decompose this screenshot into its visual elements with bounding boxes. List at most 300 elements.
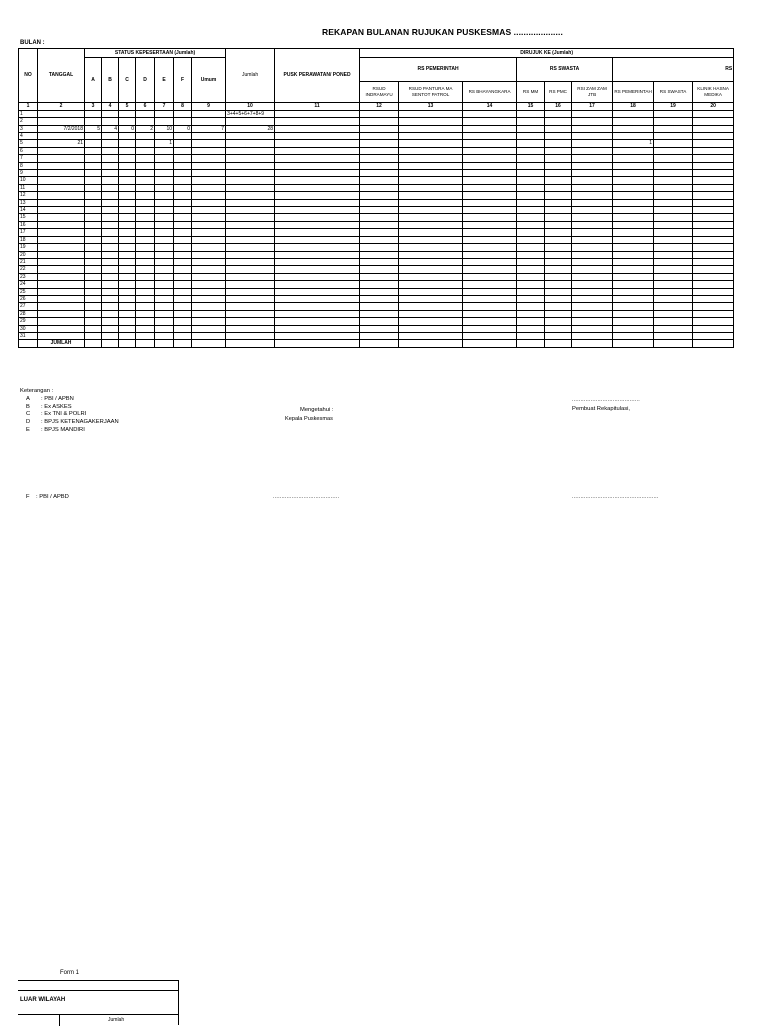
cell-klinik [693, 318, 734, 325]
cell-klinik [693, 177, 734, 184]
cell-rs-swasta-small [654, 214, 693, 221]
cell-rsud-pantura [399, 147, 463, 154]
cell-e [155, 251, 174, 258]
cell-rsud-indramayu [360, 140, 399, 147]
cell-b [102, 229, 119, 236]
col-number: 8 [174, 103, 192, 111]
cell-rsud-pantura [399, 177, 463, 184]
cell-pusk [275, 332, 360, 339]
cell-rsi-zam-zam [572, 236, 613, 243]
legend-key: B [26, 403, 30, 410]
cell-a [85, 221, 102, 228]
cell-a [85, 199, 102, 206]
cell-tanggal [38, 310, 85, 317]
cell-jumlah [226, 229, 275, 236]
cell-klinik [693, 147, 734, 154]
cell-rs-swasta-small [654, 140, 693, 147]
cell-b [102, 199, 119, 206]
cell-rsud-pantura [399, 229, 463, 236]
cell-rsud-indramayu [360, 303, 399, 310]
table-row [19, 273, 734, 280]
cell-e [155, 221, 174, 228]
cell-rs-bhayangkara [463, 155, 517, 162]
cell-e [155, 162, 174, 169]
cell-umum [192, 244, 226, 251]
cell-klinik [693, 258, 734, 265]
cell-rs-bhayangkara [463, 147, 517, 154]
cell-c [119, 258, 136, 265]
cell-e [155, 229, 174, 236]
cell-rsi-zam-zam [572, 310, 613, 317]
header-klinik: KLINIK HASNA MEDIKA [693, 82, 734, 103]
cell-c [119, 332, 136, 339]
cell-f [174, 140, 192, 147]
cell-b [102, 192, 119, 199]
cell-klinik [693, 332, 734, 339]
header-dirujuk: DIRUJUK KE (Jumlah) [360, 49, 734, 58]
cell-klinik [693, 140, 734, 147]
cell-rsud-pantura [399, 199, 463, 206]
cell-d [136, 244, 155, 251]
cell-c [119, 214, 136, 221]
row-number: 23 [19, 273, 38, 280]
cell-rs-mm [517, 133, 545, 140]
cell-rs-mm [517, 184, 545, 191]
cell-umum [192, 332, 226, 339]
cell-c [119, 310, 136, 317]
cell-rs-pmc [545, 214, 572, 221]
cell-d: 2 [136, 125, 155, 132]
cell-klinik [693, 199, 734, 206]
cell-pusk [275, 207, 360, 214]
cell-e [155, 214, 174, 221]
cell-rsud-pantura [399, 251, 463, 258]
row-number: 19 [19, 244, 38, 251]
legend-item [20, 427, 119, 435]
cell-rs-pmc [545, 258, 572, 265]
cell-tanggal: 21 [38, 140, 85, 147]
cell-d [136, 133, 155, 140]
cell-rs-bhayangkara [463, 332, 517, 339]
cell-rsud-indramayu [360, 281, 399, 288]
cell-rsud-indramayu [360, 147, 399, 154]
cell-klinik [693, 295, 734, 302]
cell-pusk [275, 155, 360, 162]
cell-e [155, 199, 174, 206]
cell-rsud-pantura [399, 110, 463, 117]
cell-e [155, 133, 174, 140]
cell-f [174, 310, 192, 317]
cell-b [102, 251, 119, 258]
cell-pusk [275, 162, 360, 169]
cell-klinik [693, 244, 734, 251]
cell-pusk [275, 133, 360, 140]
cell-rs-swasta-small [654, 199, 693, 206]
cell-tanggal [38, 332, 85, 339]
cell-b [102, 184, 119, 191]
cell-e [155, 266, 174, 273]
cell-d [136, 303, 155, 310]
cell-d [136, 199, 155, 206]
cell-a [85, 318, 102, 325]
row-number: 9 [19, 170, 38, 177]
cell-e [155, 258, 174, 265]
cell-rs-mm [517, 221, 545, 228]
cell-e [155, 177, 174, 184]
cell-rs-pemerintah-small [613, 273, 654, 280]
cell-a [85, 288, 102, 295]
table-row [19, 221, 734, 228]
cell-a [85, 110, 102, 117]
cell-rsud-indramayu [360, 177, 399, 184]
cell-rsud-indramayu [360, 192, 399, 199]
cell-rs-bhayangkara [463, 133, 517, 140]
col-number: 20 [693, 103, 734, 111]
cell-d [136, 273, 155, 280]
table-row [19, 147, 734, 154]
cell-d [136, 118, 155, 125]
cell-rs-mm [517, 177, 545, 184]
cell-tanggal: 7/2/2018 [38, 125, 85, 132]
cell-rs-mm [517, 118, 545, 125]
cell-tanggal [38, 258, 85, 265]
table-row [19, 303, 734, 310]
cell-jumlah [226, 192, 275, 199]
cell-rsud-indramayu [360, 325, 399, 332]
cell-a [85, 184, 102, 191]
cell-b [102, 207, 119, 214]
cell-rs-pmc [545, 147, 572, 154]
cell-rs-pemerintah-small [613, 251, 654, 258]
cell-tanggal [38, 199, 85, 206]
cell-rs-swasta-small [654, 155, 693, 162]
cell-f [174, 325, 192, 332]
cell-rsud-pantura [399, 162, 463, 169]
row-number: 4 [19, 133, 38, 140]
cell-umum [192, 133, 226, 140]
cell-f [174, 281, 192, 288]
cell-klinik [693, 273, 734, 280]
cell-d [136, 325, 155, 332]
header-status: STATUS KEPESERTAAN (Jumlah) [85, 49, 226, 58]
cell-rs-bhayangkara [463, 214, 517, 221]
cell-klinik [693, 281, 734, 288]
table-row [19, 288, 734, 295]
cell-b [102, 221, 119, 228]
cell-f [174, 192, 192, 199]
cell-rs-pmc [545, 236, 572, 243]
cell-pusk [275, 177, 360, 184]
cell-rsud-pantura [399, 325, 463, 332]
cell-d [136, 281, 155, 288]
formula-cell: 3+4+5+6+7+8+9 [226, 110, 275, 117]
cell-a [85, 251, 102, 258]
cell-d [136, 251, 155, 258]
cell-a [85, 266, 102, 273]
cell-d [136, 170, 155, 177]
cell-rs-mm [517, 147, 545, 154]
cell-jumlah [226, 147, 275, 154]
cell-b [102, 266, 119, 273]
cell-rs-mm [517, 303, 545, 310]
cell-rs-pmc [545, 318, 572, 325]
cell-rsud-indramayu [360, 310, 399, 317]
cell-d [136, 310, 155, 317]
cell-b [102, 258, 119, 265]
cell-b [102, 214, 119, 221]
cell-rsi-zam-zam [572, 318, 613, 325]
table-row [19, 310, 734, 317]
cell-rsi-zam-zam [572, 162, 613, 169]
row-number: 11 [19, 184, 38, 191]
cell-f [174, 229, 192, 236]
cell-jumlah [226, 258, 275, 265]
header-jumlah: Jumlah [226, 49, 275, 103]
cell-e [155, 295, 174, 302]
cell-d [136, 177, 155, 184]
cell-tanggal [38, 221, 85, 228]
table-row [19, 125, 734, 132]
legend-title: Keterangan : [20, 388, 54, 394]
cell-rs-swasta-small [654, 125, 693, 132]
cell-f [174, 155, 192, 162]
cell-rsud-pantura [399, 184, 463, 191]
cell-umum [192, 170, 226, 177]
cell-b [102, 288, 119, 295]
cell-rsi-zam-zam [572, 325, 613, 332]
cell-c [119, 207, 136, 214]
cell-rsud-pantura [399, 303, 463, 310]
cell-c [119, 295, 136, 302]
cell-rs-pmc [545, 288, 572, 295]
legend-f-key: F [26, 494, 30, 500]
table-row [19, 207, 734, 214]
row-number: 22 [19, 266, 38, 273]
cell-umum [192, 303, 226, 310]
cell-rs-bhayangkara [463, 288, 517, 295]
cell-rsud-pantura [399, 236, 463, 243]
cell-a [85, 118, 102, 125]
form-label: Form 1 [60, 970, 80, 976]
row-number: 8 [19, 162, 38, 169]
cell-rs-bhayangkara [463, 325, 517, 332]
cell-rsi-zam-zam [572, 258, 613, 265]
cell-klinik [693, 125, 734, 132]
row-number: 18 [19, 236, 38, 243]
cell-rsud-pantura [399, 221, 463, 228]
cell-f [174, 236, 192, 243]
header-no: NO [19, 49, 38, 103]
cell-klinik [693, 214, 734, 221]
cell-klinik [693, 236, 734, 243]
cell-c [119, 318, 136, 325]
cell-c [119, 229, 136, 236]
cell-rs-swasta-small [654, 318, 693, 325]
cell-umum [192, 310, 226, 317]
cell-a [85, 214, 102, 221]
jumlah-label: JUMLAH [38, 340, 85, 347]
cell-e [155, 332, 174, 339]
cell-f [174, 170, 192, 177]
cell-pusk [275, 192, 360, 199]
cell-rs-pmc [545, 221, 572, 228]
cell-rsud-indramayu [360, 266, 399, 273]
dots-top: ........................................ [572, 397, 640, 403]
cell-a [85, 295, 102, 302]
cell-rs-pemerintah-small [613, 318, 654, 325]
cell-rs-pmc [545, 170, 572, 177]
cell-rsud-indramayu [360, 288, 399, 295]
cell-tanggal [38, 273, 85, 280]
cell-rsi-zam-zam [572, 332, 613, 339]
cell-rs-swasta-small [654, 281, 693, 288]
cell-rs-pemerintah-small [613, 325, 654, 332]
cell-rs-pemerintah-small [613, 155, 654, 162]
cell-rsi-zam-zam [572, 266, 613, 273]
cell-c [119, 251, 136, 258]
cell-pusk [275, 140, 360, 147]
cell-rs-mm [517, 229, 545, 236]
cell-e [155, 192, 174, 199]
cell-pusk [275, 251, 360, 258]
cell-jumlah [226, 133, 275, 140]
row-number: 16 [19, 221, 38, 228]
cell-jumlah [226, 221, 275, 228]
cell-c [119, 288, 136, 295]
cell-rs-mm [517, 281, 545, 288]
header-pusk: PUSK PERAWATAN/ PONED [275, 49, 360, 103]
cell-jumlah [226, 140, 275, 147]
cell-f [174, 177, 192, 184]
cell-umum [192, 236, 226, 243]
luar-divider-2 [18, 1014, 178, 1015]
cell-tanggal [38, 192, 85, 199]
legend-text: : Ex TNI & POLRI [41, 411, 87, 418]
col-number: 7 [155, 103, 174, 111]
cell-c [119, 147, 136, 154]
cell-c [119, 236, 136, 243]
cell-rsi-zam-zam [572, 118, 613, 125]
cell-rsi-zam-zam [572, 273, 613, 280]
cell-tanggal [38, 177, 85, 184]
table-row [19, 199, 734, 206]
row-number: 1 [19, 110, 38, 117]
cell-rsi-zam-zam [572, 170, 613, 177]
table-row [19, 118, 734, 125]
header-rs-pmc: RS PMC [545, 82, 572, 103]
cell-rs-swasta-small [654, 221, 693, 228]
cell-rsud-indramayu [360, 184, 399, 191]
cell-umum [192, 325, 226, 332]
col-number: 18 [613, 103, 654, 111]
cell-rs-pemerintah-small [613, 162, 654, 169]
cell-rs-pmc [545, 125, 572, 132]
cell-a [85, 325, 102, 332]
cell-rs-swasta-small [654, 192, 693, 199]
cell-f [174, 273, 192, 280]
cell-klinik [693, 170, 734, 177]
cell-rsi-zam-zam [572, 192, 613, 199]
cell-f [174, 251, 192, 258]
table-row [19, 192, 734, 199]
table-row [19, 214, 734, 221]
cell-e [155, 155, 174, 162]
cell-rs-swasta-small [654, 295, 693, 302]
cell-rs-mm [517, 325, 545, 332]
legend-text: : PBI / APBN [41, 395, 74, 402]
cell-umum [192, 229, 226, 236]
cell-a [85, 177, 102, 184]
cell-e [155, 244, 174, 251]
legend [20, 388, 119, 435]
cell-rs-swasta-small [654, 110, 693, 117]
cell-rs-bhayangkara [463, 207, 517, 214]
table-row [19, 244, 734, 251]
cell-rsud-indramayu [360, 251, 399, 258]
cell-rs-bhayangkara [463, 236, 517, 243]
cell-rs-bhayangkara [463, 118, 517, 125]
cell-umum [192, 251, 226, 258]
cell-rs-pemerintah-small [613, 118, 654, 125]
kepala-puskesmas-label: Kepala Puskesmas [285, 416, 333, 422]
cell-jumlah: 28 [226, 125, 275, 132]
cell-c [119, 244, 136, 251]
cell-rsud-indramayu [360, 236, 399, 243]
cell-tanggal [38, 170, 85, 177]
cell-rs-mm [517, 155, 545, 162]
cell-c: 0 [119, 125, 136, 132]
cell-b [102, 236, 119, 243]
cell-rs-bhayangkara [463, 184, 517, 191]
cell-b [102, 177, 119, 184]
cell-e [155, 118, 174, 125]
cell-rsud-pantura [399, 140, 463, 147]
cell-f [174, 184, 192, 191]
cell-a [85, 170, 102, 177]
row-number: 7 [19, 155, 38, 162]
cell-rsud-pantura [399, 273, 463, 280]
header-umum: Umum [192, 58, 226, 103]
cell-rs-pemerintah-small [613, 192, 654, 199]
cell-e [155, 310, 174, 317]
cell-rs-mm [517, 199, 545, 206]
cell-rsud-indramayu [360, 133, 399, 140]
cell-umum [192, 214, 226, 221]
cell-c [119, 184, 136, 191]
cell-rs-pmc [545, 192, 572, 199]
cell-jumlah [226, 281, 275, 288]
cell-a [85, 207, 102, 214]
cell-c [119, 303, 136, 310]
cell-d [136, 214, 155, 221]
col-number: 14 [463, 103, 517, 111]
cell-rs-swasta-small [654, 229, 693, 236]
cell-rs-bhayangkara [463, 273, 517, 280]
cell-a: 5 [85, 125, 102, 132]
cell-rs-pmc [545, 177, 572, 184]
cell-rs-pemerintah-small [613, 303, 654, 310]
row-number: 24 [19, 281, 38, 288]
cell-rsud-pantura [399, 207, 463, 214]
row-number: 12 [19, 192, 38, 199]
cell-jumlah [226, 288, 275, 295]
cell-a [85, 133, 102, 140]
cell-klinik [693, 133, 734, 140]
cell-klinik [693, 221, 734, 228]
cell-rsud-pantura [399, 318, 463, 325]
cell-rsud-indramayu [360, 229, 399, 236]
cell-rs-pmc [545, 140, 572, 147]
